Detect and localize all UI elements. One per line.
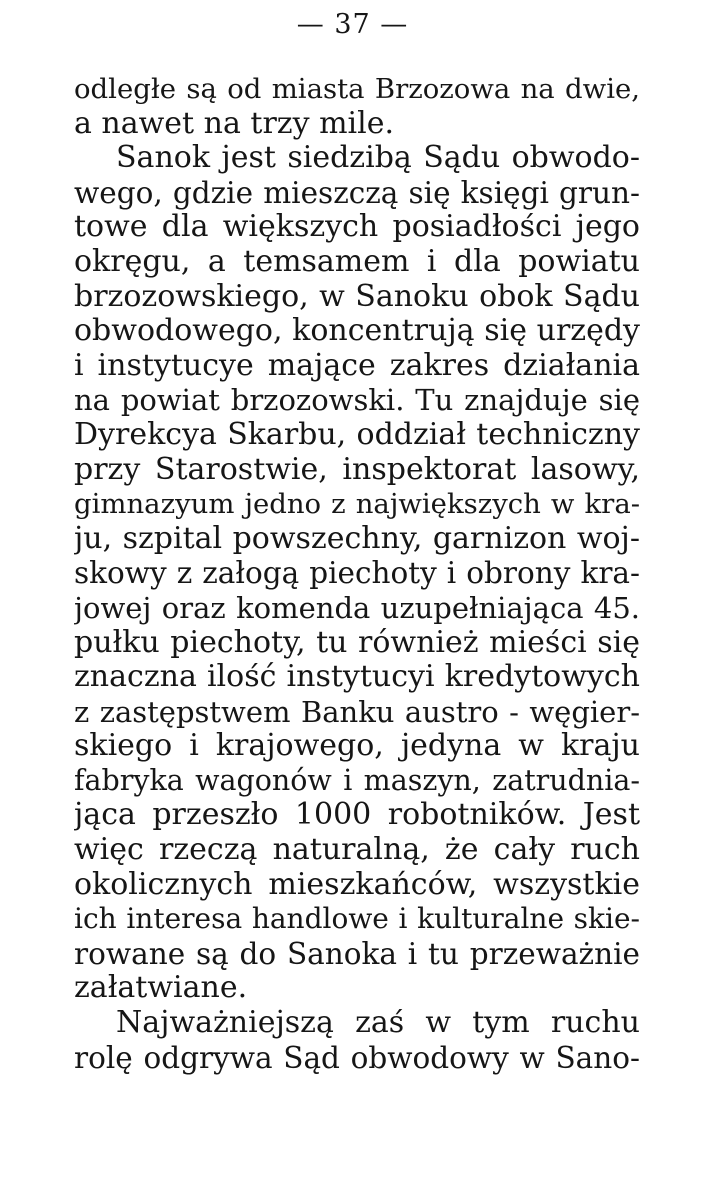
page-number: — 37 — — [296, 9, 409, 40]
text-line: i instytucye mające zakres działania — [74, 348, 640, 383]
text-line: Sanok jest siedzibą Sądu obwodo- — [116, 141, 640, 176]
text-line: jąca przeszło 1000 robotników. Jest — [74, 798, 640, 833]
text-line: ju, szpital powszechny, garnizon woj- — [74, 521, 640, 556]
text-line: okolicznych mieszkańców, wszystkie — [74, 867, 640, 902]
body-text — [74, 72, 640, 1075]
text-line: Dyrekcya Skarbu, oddział techniczny — [74, 417, 640, 452]
text-line: skowy z załogą piechoty i obrony kra- — [74, 556, 640, 591]
text-line: rolę odgrywa Sąd obwodowy w Sano- — [74, 1040, 640, 1075]
text-line: obwodowego, koncentrują się urzędy — [74, 314, 640, 349]
text-line: więc rzeczą naturalną, że cały ruch — [74, 833, 640, 868]
text-line: fabryka wagonów i maszyn, zatrudnia- — [74, 763, 640, 797]
text-line: znaczna ilość instytucyi kredytowych — [74, 660, 640, 695]
text-line: okręgu, a temsamem i dla powiatu — [74, 244, 640, 279]
text-line: wego, gdzie mieszczą się księgi grun- — [74, 175, 640, 210]
text-line: pułku piechoty, tu również mieści się — [74, 625, 640, 660]
text-line: skiego i krajowego, jedyna w kraju — [74, 729, 640, 764]
text-line: rowane są do Sanoka i tu przeważnie — [74, 936, 640, 971]
text-line: z zastępstwem Banku austro - węgier- — [74, 694, 640, 729]
text-line: jowej oraz komenda uzupełniająca 45. — [74, 590, 640, 625]
text-line: ich interesa handlowe i kulturalne skie- — [74, 902, 640, 936]
text-line: załatwiane. — [74, 971, 248, 1006]
text-line: gimnazyum jedno z największych w kra- — [74, 488, 640, 521]
text-line: towe dla większych posiadłości jego — [74, 210, 640, 245]
text-line: odległe są od miasta Brzozowa na dwie, — [74, 73, 640, 105]
text-line: a nawet na trzy mile. — [74, 106, 395, 141]
text-line: na powiat brzozowski. Tu znajduje się — [74, 383, 640, 418]
text-line: przy Starostwie, inspektorat lasowy, — [74, 452, 640, 487]
text-line: Najważniejszą zaś w tym ruchu — [116, 1006, 640, 1041]
text-line: brzozowskiego, w Sanoku obok Sądu — [74, 279, 640, 314]
